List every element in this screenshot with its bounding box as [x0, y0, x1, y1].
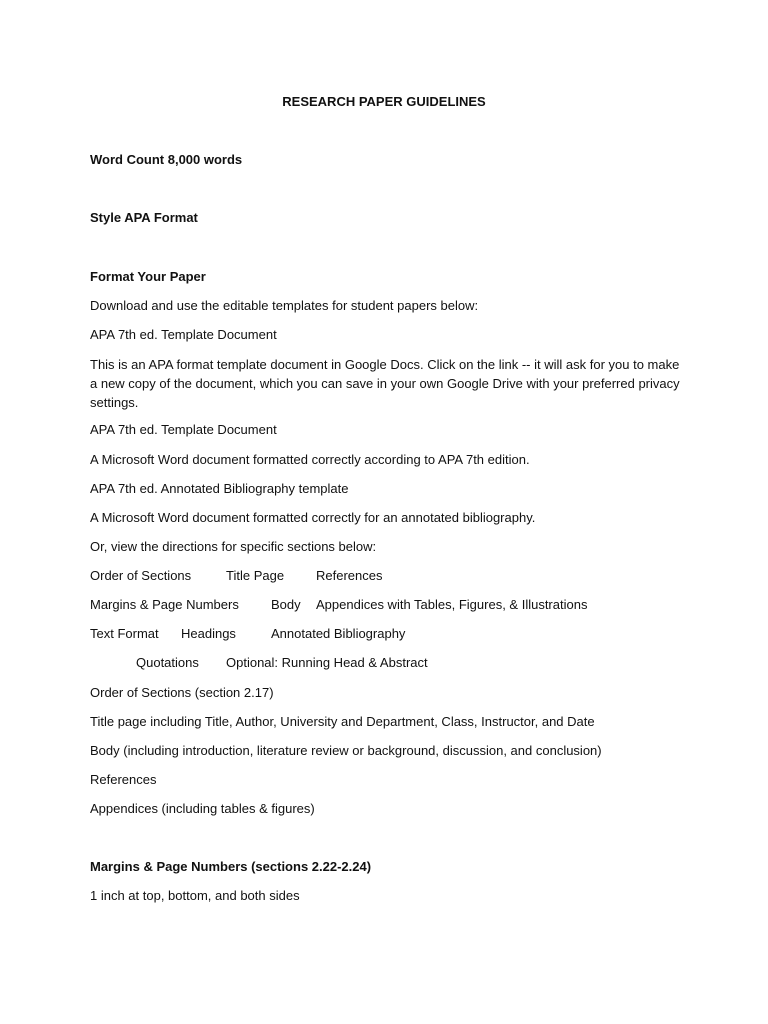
- section-link-annotated-bibliography[interactable]: Annotated Bibliography: [271, 626, 406, 641]
- section-link-order-of-sections[interactable]: Order of Sections: [90, 568, 192, 583]
- template-link-annotated-bibliography[interactable]: APA 7th ed. Annotated Bibliography template: [90, 481, 349, 496]
- section-link-text-format[interactable]: Text Format: [90, 626, 159, 641]
- document-title: RESEARCH PAPER GUIDELINES: [282, 94, 486, 109]
- order-item-references: References: [90, 772, 157, 787]
- template-link-word[interactable]: APA 7th ed. Template Document: [90, 422, 277, 437]
- section-link-running-head-abstract[interactable]: Optional: Running Head & Abstract: [226, 655, 428, 670]
- section-link-quotations[interactable]: Quotations: [136, 655, 199, 670]
- style-format: Style APA Format: [90, 210, 198, 225]
- margins-heading: Margins & Page Numbers (sections 2.22-2.24): [90, 859, 372, 874]
- directions-intro: Or, view the directions for specific sections below:: [90, 539, 377, 554]
- word-count: Word Count 8,000 words: [90, 152, 243, 167]
- format-heading: Format Your Paper: [90, 269, 206, 284]
- section-link-headings[interactable]: Headings: [181, 626, 236, 641]
- template-description-word: A Microsoft Word document formatted correctly according to APA 7th edition.: [90, 452, 530, 467]
- order-item-appendices: Appendices (including tables & figures): [90, 801, 315, 816]
- order-item-title-page: Title page including Title, Author, University and Department, Class, Instructor, and Date: [90, 714, 595, 729]
- intro-text: Download and use the editable templates for student papers below:: [90, 298, 479, 313]
- template-link-google-docs[interactable]: APA 7th ed. Template Document: [90, 327, 277, 342]
- section-link-references[interactable]: References: [316, 568, 383, 583]
- section-link-title-page[interactable]: Title Page: [226, 568, 285, 583]
- section-link-body[interactable]: Body: [271, 597, 301, 612]
- section-link-margins-page-numbers[interactable]: Margins & Page Numbers: [90, 597, 239, 612]
- template-description-google-docs: This is an APA format template document in Google Docs. Click on the link -- it will ask for you to make a new copy of the document, which you can save in your own Google Drive with your preferred privacy settings.: [90, 357, 680, 410]
- template-description-annotated-bibliography: A Microsoft Word document formatted correctly for an annotated bibliography.: [90, 510, 536, 525]
- margins-item: 1 inch at top, bottom, and both sides: [90, 888, 300, 903]
- order-item-body: Body (including introduction, literature review or background, discussion, and conclusion): [90, 743, 602, 758]
- section-link-appendices[interactable]: Appendices with Tables, Figures, & Illustrations: [316, 597, 588, 612]
- order-of-sections-heading: Order of Sections (section 2.17): [90, 685, 274, 700]
